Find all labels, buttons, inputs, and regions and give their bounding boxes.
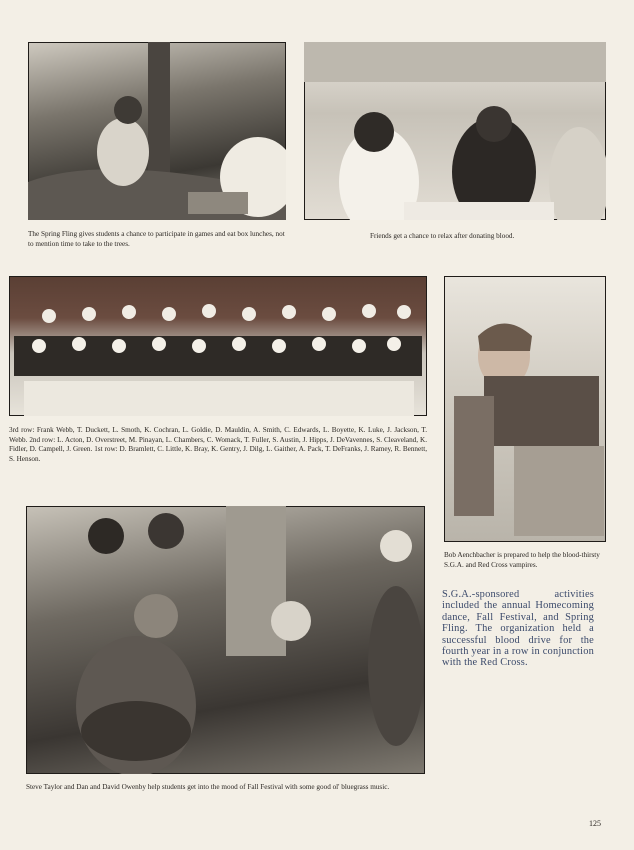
spring-fling-caption: The Spring Fling gives students a chance to participate in games and eat box lunches, not to mention time to take to the trees. xyxy=(28,230,285,248)
friends-caption: Friends get a chance to relax after donating blood. xyxy=(370,232,515,240)
page-number: 125 xyxy=(589,819,601,828)
tree-scene-graphic xyxy=(28,42,286,220)
sga-activities-text: S.G.A.-sponsored activities included the annual Homecoming dance, Fall Festival, and Spring Fling. The organization held a successful blood drive for the fourth year in a row in conjunction with the Red Cross. xyxy=(442,589,594,669)
band-scene-graphic xyxy=(26,506,425,774)
friends-photo xyxy=(304,42,606,220)
group-photo xyxy=(9,276,427,416)
donor-scene-graphic xyxy=(444,276,606,542)
spring-fling-photo xyxy=(28,42,286,220)
group-caption: 3rd row: Frank Webb, T. Duckett, L. Smoth, K. Cochran, L. Goldie, D. Mauldin, A. Smith, C. Edwards, L. Boyette, K. Luke, J. Jackson, T. Webb. 2nd row: L. Acton, D. Overstreet, M. Pinayan, L. Chambers, C. Womack, T. Fuller, S. Austin, J. Hipps, J. DeVavennes, S. Cleaveland, K. Fidler, D. Campell, J. Green. 1st row: D. Bramlett, C. Little, K. Bray, K. Gentry, J. Dilg, L. Gaither, A. Pack, T. DeFranks, J. Ramey, R. Bennett, S. Henson. xyxy=(9,426,427,463)
bluegrass-band-photo xyxy=(26,506,425,774)
group-scene-graphic xyxy=(9,276,427,416)
bluegrass-caption: Steve Taylor and Dan and David Owenby help students get into the mood of Fall Festival with some good ol' bluegrass music. xyxy=(26,783,390,791)
table-scene-graphic xyxy=(304,42,606,220)
blood-donor-photo xyxy=(444,276,606,542)
blood-donor-caption: Bob Aenchbacher is prepared to help the blood-thirsty S.G.A. and Red Cross vampires. xyxy=(444,551,600,569)
